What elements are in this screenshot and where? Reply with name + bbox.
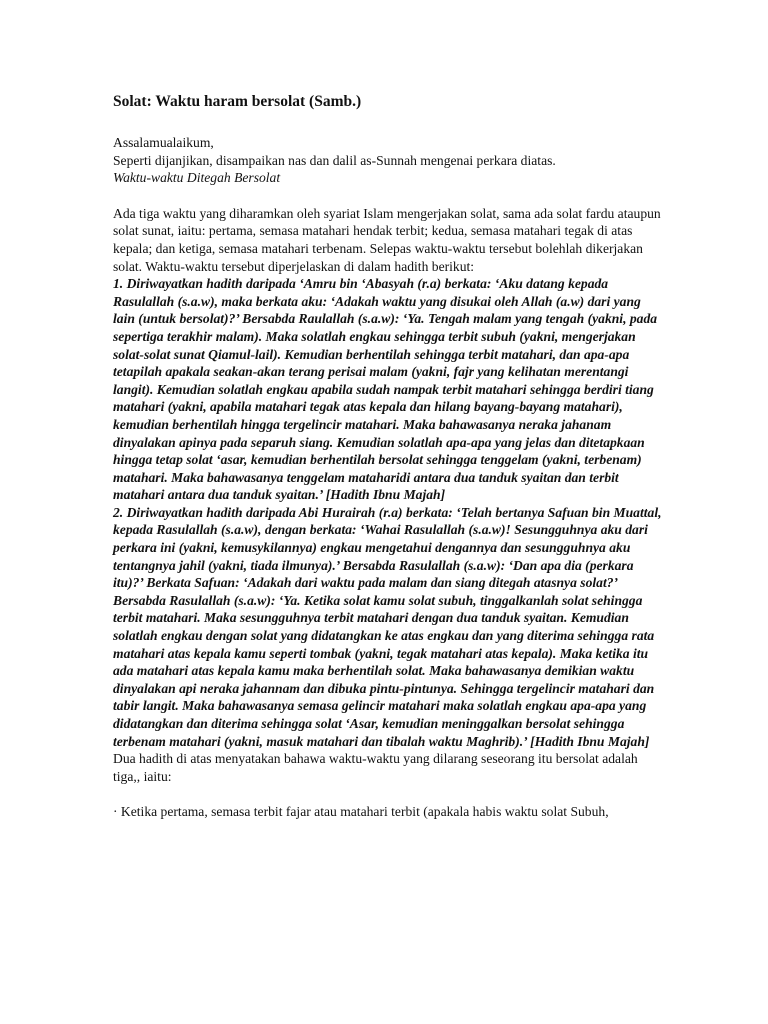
intro-paragraph: Ada tiga waktu yang diharamkan oleh syariat Islam mengerjakan solat, sama ada solat fardu ataupun solat sunat, iaitu: pertama, semasa matahari hendak terbit; kedua, semasa matahari tegak di atas kepala; dan ketiga, semasa matahari terbenam. Selepas waktu-waktu tersebut bolehlah dikerjakan solat. Waktu-waktu tersebut diperjelaskan di dalam hadith berikut:: [113, 205, 661, 274]
hadith-one: 1. Diriwayatkan hadith daripada ‘Amru bin ‘Abasyah (r.a) berkata: ‘Aku datang kepada Rasulallah (s.a.w), maka berkata aku: ‘Adakah waktu yang disukai oleh Allah (a.w) dari yang lain (untuk bersolat)?’ Bersabda Raulallah (s.a.w): ‘Ya. Tengah malam yang tengah (yakni, pada sepertiga terakhir malam). Maka solatlah engkau sehingga terbit subuh (yakni, mengerjakan solat-solat sunat Qiamul-lail). Kemudian berhentilah sehingga terbit matahari, dan apa-apa tetapilah apakala seakan-akan terang perisai malam (yakni, fajr yang kelihatan merentangi langit). Kemudian solatlah engkau apabila sudah nampak terbit matahari sehingga berdiri tiang matahari (yakni, apabila matahari tegak atas kepala dan hilang bayang-bayang matahari), kemudian berhentilah hingga tergelincir matahari. Maka bahawasanya neraka jahanam dinyalakan apinya pada separuh siang. Kemudian solatlah apa-apa yang jelas dan ditetapkaan hingga tetap solat ‘asar, kemudian berhentilah bersolat sehingga tenggelam (yakni, terbenam) matahari. Maka bahawasanya tenggelam mataharidi antara dua tanduk syaitan dan terbit matahari antara dua tanduk syaitan.’ [Hadith Ibnu Majah]: [113, 276, 658, 503]
bullet-item: · Ketika pertama, semasa terbit fajar atau matahari terbit (apakala habis waktu solat Subuh,: [113, 804, 609, 820]
summary-paragraph: Dua hadith di atas menyatakan bahawa waktu-waktu yang dilarang seseorang itu bersolat adalah tiga,, iaitu:: [113, 751, 638, 784]
spacer: [113, 785, 664, 803]
section-subtitle: Waktu-waktu Ditegah Bersolat: [113, 170, 281, 186]
document-title: Solat: Waktu haram bersolat (Samb.): [113, 93, 362, 110]
greeting-text: Assalamualaikum,: [113, 135, 214, 150]
intro-line: Seperti dijanjikan, disampaikan nas dan dalil as-Sunnah mengenai perkara diatas.: [113, 152, 556, 168]
hadith-two: 2. Diriwayatkan hadith daripada Abi Hurairah (r.a) berkata: ‘Telah bertanya Safuan bin Muattal, kepada Rasulallah (s.a.w), dengan berkata: ‘Wahai Rasulallah (s.a.w)! Sesungguhnya aku dari perkara ini (yakni, kemusykilannya) engkau mengetahui dengannya dan sesungguhnya aku tentangnya jahil (yakni, tiada ilmunya).’ Bersabda Rasulallah (s.a.w): ‘Dan apa dia (perkara itu)?’ Berkata Safuan: ‘Adakah dari waktu pada malam dan siang ditegah atasnya solat?’ Bersabda Rasulallah (s.a.w): ‘Ya. Ketika solat kamu solat subuh, tinggalkanlah solat sehingga terbit matahari. Maka sesungguhnya terbit matahari dengan dua tanduk syaitan. Kemudian solatlah engkau dengan solat yang didatangkan ke atas engkau dan yang diterima sehingga rata matahari atas kepala kamu seperti tombak (yakni, tegak matahari atas kepala). Maka ketika itu ada matahari atas kepala kamu maka berhentilah solat. Maka bahawasanya demikian waktu dinyalakan api neraka jahannam dan dibuka pintu-pintunya. Sehingga tergelincir matahari dan tabir langit. Maka bahawasanya semasa gelincir matahari maka solatlah engkau apa-apa yang didatangkan dan diterima sehingga solat ‘Asar, kemudian meninggalkan bersolat sehingga terbenam matahari (yakni, masuk matahari dan tibalah waktu Maghrib).’ [Hadith Ibnu Majah]: [113, 504, 662, 749]
